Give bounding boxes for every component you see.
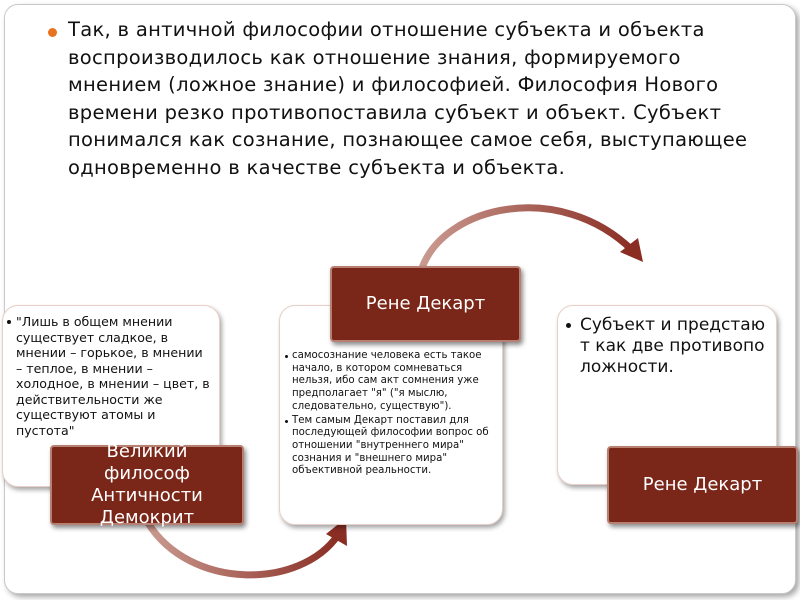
intro-paragraph: Так, в античной философии отношение субъекта и объекта воспроизводилось как отношение знания, формируемого мнением (ложное знание) и философией. Философия Нового времени резко противопоставила субъект и объект. Субъект понимался как сознание, познающее самое себя, выступающее одновременно в качестве субъекта и объекта.: [68, 18, 748, 179]
label-democritus-line: Демокрит: [99, 507, 195, 528]
quote-text-container: [16, 314, 211, 438]
descartes-point: Тем самым Декарт поставил для последующей философии вопрос об отношении "внутреннего мира" сознания и "внешнего мира" объективной реальности.: [287, 415, 492, 479]
conclusion-text: Субъект и предстают как две противоположности.: [580, 315, 766, 377]
label-democritus-line: Великий: [106, 441, 188, 462]
label-democritus-line: философ: [104, 463, 190, 484]
label-descartes-top: Рене Декарт: [330, 266, 521, 342]
label-descartes-right: Рене Декарт: [607, 446, 798, 524]
label-democritus-line: Античности: [91, 485, 203, 506]
conclusion-bullet-icon: [566, 323, 571, 328]
descartes-points: [287, 350, 492, 479]
quote-bullet-icon: [7, 320, 11, 324]
conclusion-text-container: [580, 315, 765, 378]
label-democritus: [50, 441, 244, 528]
top-curved-arrow-icon: [422, 208, 643, 268]
quote-text: "Лишь в общем мнении существует сладкое, в мнении – горькое, в мнении – теплое, в мнении – холодное, в мнении – цвет, в действительности же существуют атомы и пустота": [16, 314, 210, 438]
descartes-point: самосознание человека есть такое начало, в котором сомневаться нельзя, ибо сам акт сомнения уже предполагает "я" ("я мыслю, следовательно, существую").: [287, 350, 492, 414]
